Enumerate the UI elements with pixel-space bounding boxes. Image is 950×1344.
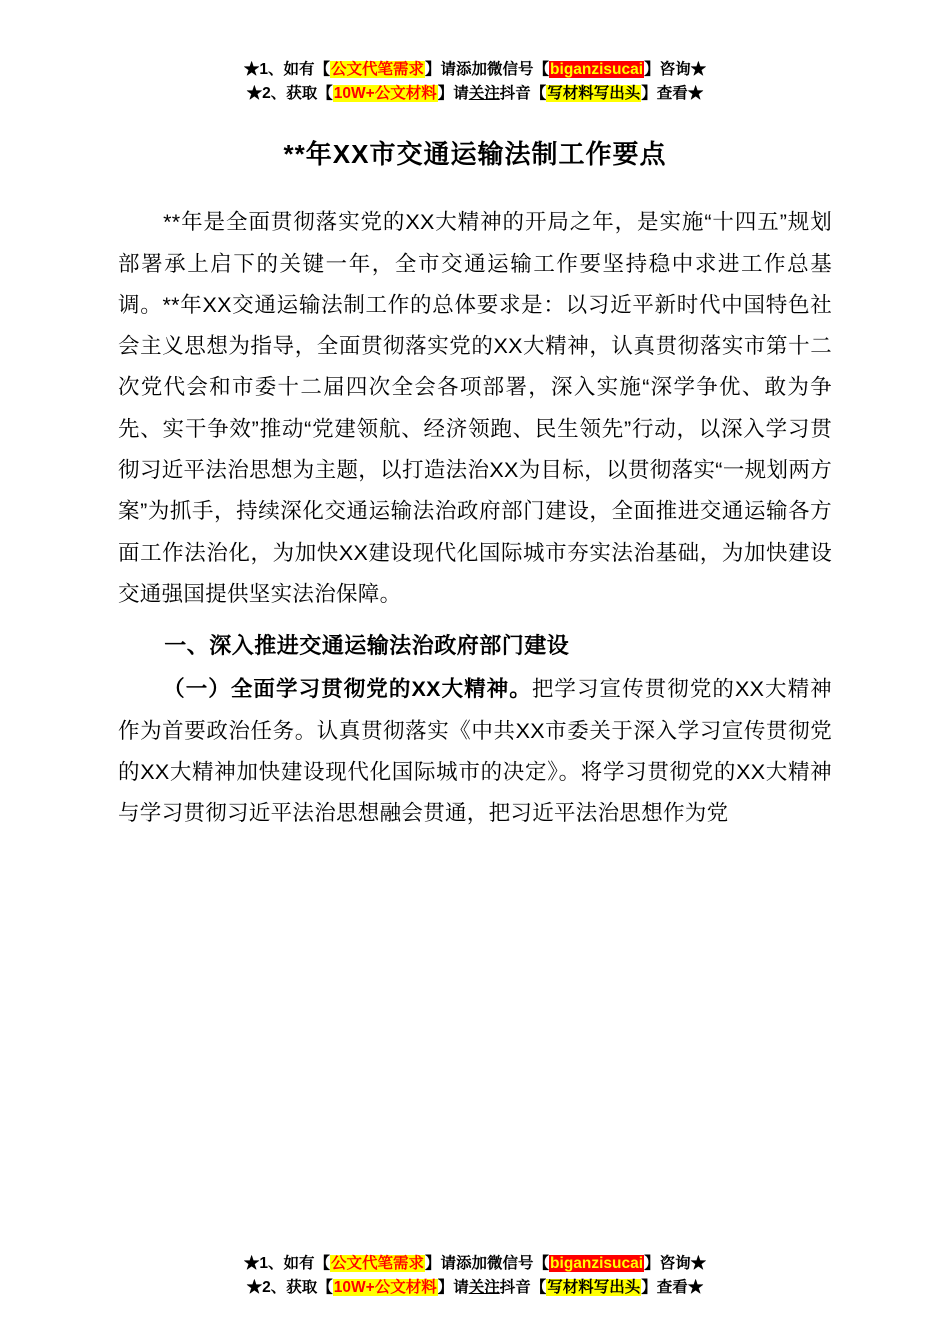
promo-bottom-line1-highlight-1: 公文代笔需求 bbox=[331, 1254, 425, 1272]
promo-bottom-line1-suffix: ★ bbox=[690, 1254, 707, 1272]
promo-line1-highlight-1: 公文代笔需求 bbox=[331, 61, 425, 78]
promo-banner-bottom bbox=[118, 1252, 832, 1300]
promo-bottom-line2-suffix: ★ bbox=[687, 1278, 704, 1296]
promo-bottom-line2-middle-3: 】查看 bbox=[641, 1278, 688, 1296]
promo-line1-highlight-2: biganzisucai bbox=[550, 61, 644, 78]
page-title: **年XX市交通运输法制工作要点 bbox=[283, 139, 667, 170]
promo-bottom-line2-highlight-1: 10W+公文材料 bbox=[333, 1278, 437, 1296]
promo-line1-middle-2: 】咨询 bbox=[644, 61, 691, 78]
promo-line1-prefix: ★1、如有【 bbox=[243, 61, 331, 78]
promo-bottom-line2-middle-2: 抖音【 bbox=[499, 1278, 547, 1296]
promo-bottom-line2-middle-1: 】请 bbox=[437, 1278, 469, 1296]
promo-bottom-line1-middle-1: 】请添加微信号【 bbox=[425, 1254, 550, 1272]
promo-bottom-line1-highlight-2: biganzisucai bbox=[550, 1254, 644, 1272]
promo-line2-middle-3: 】查看 bbox=[641, 85, 688, 103]
promo-line2-suffix: ★ bbox=[687, 85, 704, 103]
promo-line2-middle-1: 】请 bbox=[437, 85, 469, 103]
promo-line1-suffix: ★ bbox=[690, 61, 707, 78]
promo-bottom-line2-highlight-2: 写材料写出头 bbox=[547, 1278, 641, 1296]
section-heading-1: 一、深入推进交通运输法治政府部门建设 bbox=[164, 633, 570, 659]
promo-banner-top-line-2 bbox=[118, 82, 832, 106]
subsection-1-1-body: 把学习宣传贯彻党的XX大精神作为首要政治任务。认真贯彻落实《中共XX市委关于深入学习宣传贯彻党的XX大精神加快建设现代化国际城市的决定》。将学习贯彻党的XX大精神与学习贯彻习近平法治思想融会贯通，把习近平法治思想作为党 bbox=[118, 677, 832, 826]
promo-bottom-line1-prefix: ★1、如有【 bbox=[243, 1254, 331, 1272]
promo-line2-middle-2: 抖音【 bbox=[499, 85, 547, 103]
promo-line2-highlight-1: 10W+公文材料 bbox=[333, 85, 437, 103]
promo-bottom-line2-prefix: ★2、获取【 bbox=[246, 1278, 333, 1296]
promo-banner-top bbox=[118, 58, 832, 106]
promo-banner-bottom-line-2 bbox=[118, 1276, 832, 1300]
promo-line2-prefix: ★2、获取【 bbox=[246, 85, 333, 103]
promo-line2-underline: 关注 bbox=[468, 85, 500, 103]
subsection-1-1-lead: （一）全面学习贯彻党的XX大精神。 bbox=[163, 677, 532, 702]
promo-line1-middle-1: 】请添加微信号【 bbox=[425, 61, 550, 78]
promo-bottom-line2-underline: 关注 bbox=[468, 1278, 500, 1296]
promo-line2-highlight-2: 写材料写出头 bbox=[547, 85, 641, 103]
promo-bottom-line1-middle-2: 】咨询 bbox=[644, 1254, 691, 1272]
promo-banner-bottom-line-1 bbox=[118, 1252, 832, 1276]
promo-banner-top-line-1 bbox=[118, 58, 832, 82]
body-paragraph-1: **年是全面贯彻落实党的XX大精神的开局之年，是实施“十四五”规划部署承上启下的关键一年，全市交通运输工作要坚持稳中求进工作总基调。**年XX交通运输法制工作的总体要求是：以习近平新时代中国特色社会主义思想为指导，全面贯彻落实党的XX大精神，认真贯彻落实市第十二次党代会和市委十二届四次全会各项部署，深入实施“深学争优、敢为争先、实干争效”推动“党建领航、经济领跑、民生领先”行动，以深入学习贯彻习近平法治思想为主题，以打造法治XX为目标，以贯彻落实“一规划两方案”为抓手，持续深化交通运输法治政府部门建设，全面推进交通运输各方面工作法治化，为加快XX建设现代化国际城市夯实法治基础，为加快建设交通强国提供坚实法治保障。 bbox=[118, 210, 832, 606]
subsection-1-1 bbox=[118, 669, 832, 834]
